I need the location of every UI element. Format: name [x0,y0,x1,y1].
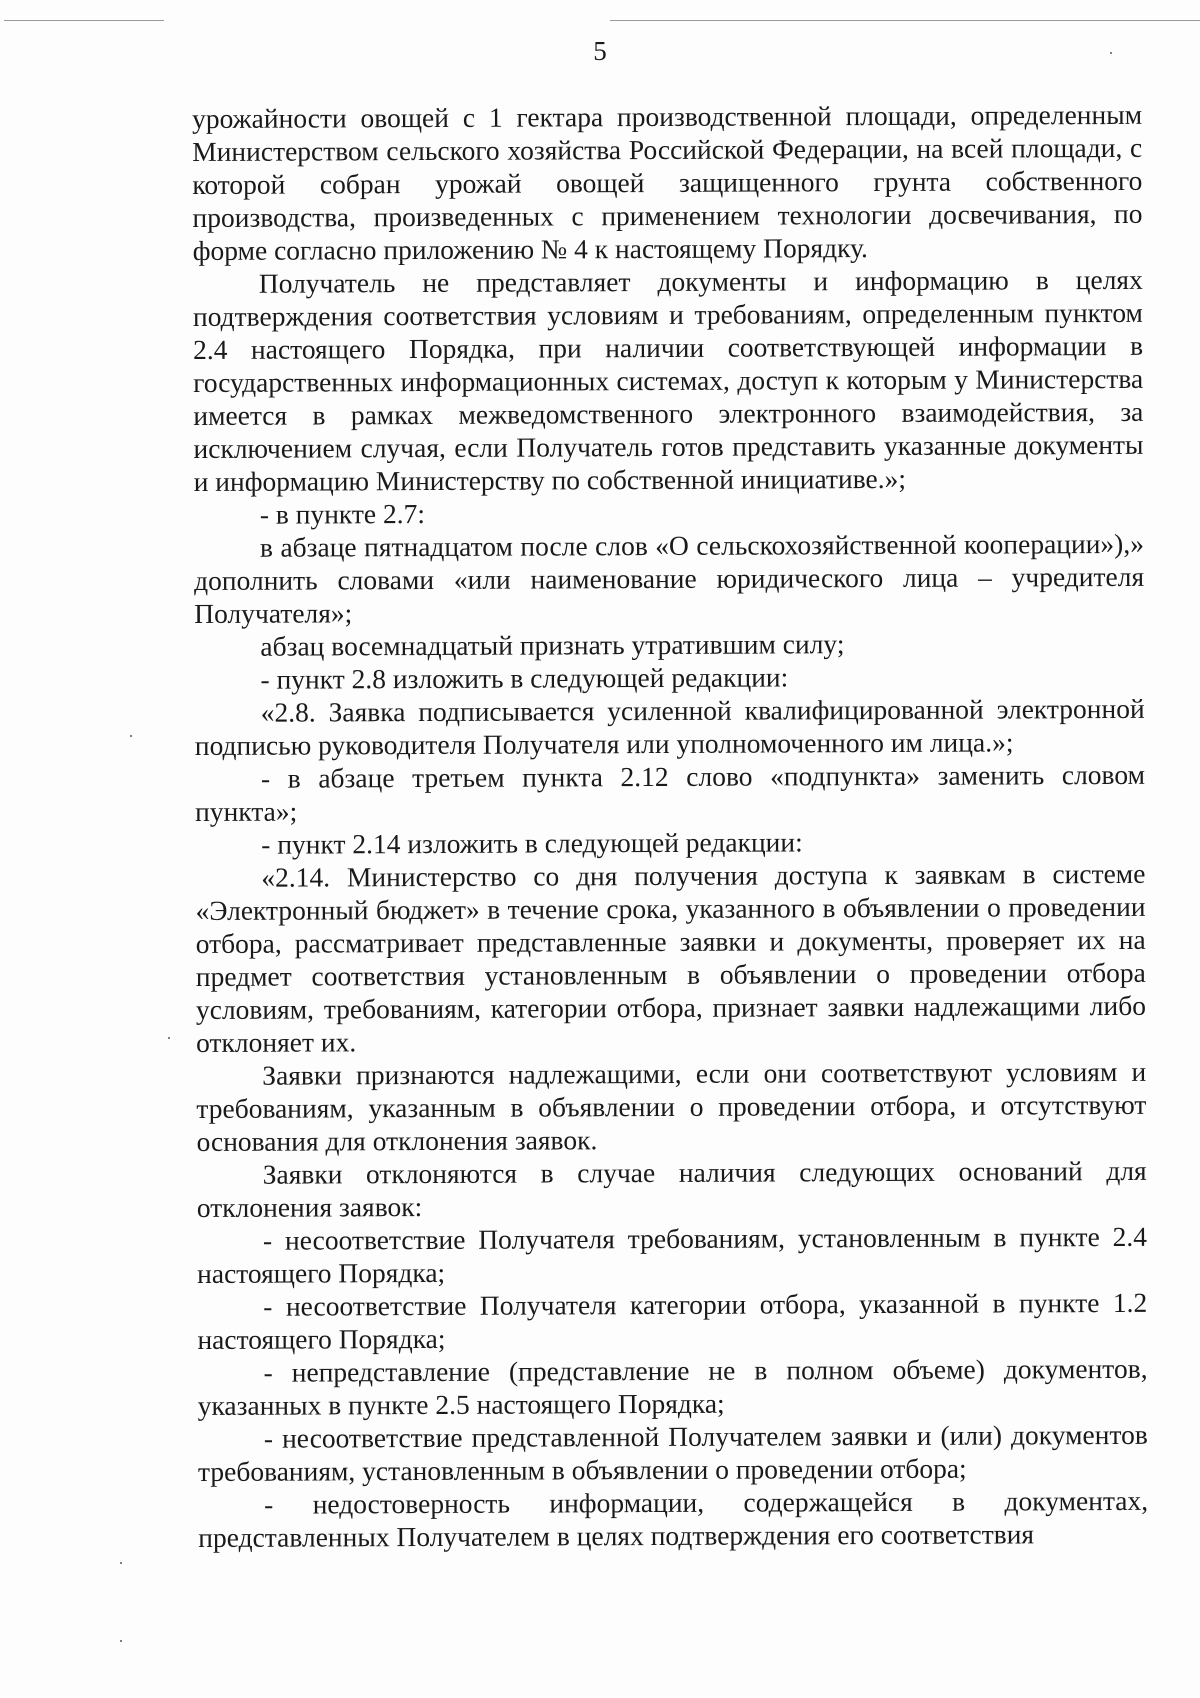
document-body [192,98,1148,1554]
paragraph: - несоответствие Получателя требованиям, установленным в пункте 2.4 настоящего Порядка; [197,1220,1148,1289]
paragraph: - непредставление (представление не в полном объеме) документов, указанных в пункте 2.5 настоящего Порядка; [197,1352,1148,1421]
paragraph: - пункт 2.8 изложить в следующей редакции: [260,661,789,695]
scan-speck [168,1037,170,1039]
page-number: 5 [593,36,607,66]
scan-speck [130,735,132,737]
paragraph: Заявки признаются надлежащими, если они соответствуют условиям и требованиям, указанным в объявлении о проведении отбора, и отсутствуют основания для отклонения заявок. [196,1055,1147,1157]
paragraph: «2.8. Заявка подписывается усиленной квалифицированной электронной подписью руководителя Получателя или уполномоченного им лица.»; [194,692,1145,761]
paragraph: - несоответствие Получателя категории отбора, указанной в пункте 1.2 настоящего Порядка; [197,1286,1148,1355]
paragraph: - пункт 2.14 изложить в следующей редакции: [261,826,803,860]
scan-speck [120,1562,122,1564]
paragraph: урожайности овощей с 1 гектара производственной площади, определенным Министерством сельского хозяйства Российской Федерации, на всей площади, с которой собран урожай овощей защищенного грунта собственного производства, произведенных с применением технологии досвечивания, по форме согласно приложению № 4 к настоящему Порядку. [192,98,1143,266]
paragraph: - несоответствие представленной Получателем заявки и (или) документов требованиям, установленным в объявлении о проведении отбора; [197,1418,1148,1487]
paragraph: абзац восемнадцатый признать утратившим силу; [260,628,845,662]
paragraph: - в пункте 2.7: [259,497,426,530]
paragraph: Получатель не представляет документы и информацию в целях подтверждения соответствия условиям и требованиям, определенным пунктом 2.4 настоящего Порядка, при наличии соответствующей информации в государственных информационных системах, доступ к которым у Министерства имеется в рамках межведомственного электронного взаимодействия, за исключением случая, если Получатель готов представить указанные документы и информацию Министерству по собственной инициативе.»; [192,263,1144,497]
scan-edge-line [4,20,164,21]
paragraph: - в абзаце третьем пункта 2.12 слово «подпункта» заменить словом пункта»; [195,758,1146,827]
paragraph: Заявки отклоняются в случае наличия следующих оснований для отклонения заявок: [196,1154,1147,1223]
scan-edge-line [610,20,1200,21]
paragraph: в абзаце пятнадцатом после слов «О сельскохозяйственной кооперации»),» дополнить словами «или наименование юридического лица – учредителя Получателя»; [194,527,1145,629]
paragraph: - недостоверность информации, содержащейся в документах, представленных Получателем в целях подтверждения его соответствия [198,1484,1149,1553]
scan-speck [1110,52,1112,54]
scan-speck [120,1640,122,1642]
paragraph: «2.14. Министерство со дня получения доступа к заявкам в системе «Электронный бюджет» в течение срока, указанного в объявлении о проведении отбора, рассматривает представленные заявки и документы, проверяет их на предмет соответствия установленным в объявлении о проведении отбора условиям, требованиям, категории отбора, признает заявки надлежащими либо отклоняет их. [195,857,1147,1058]
